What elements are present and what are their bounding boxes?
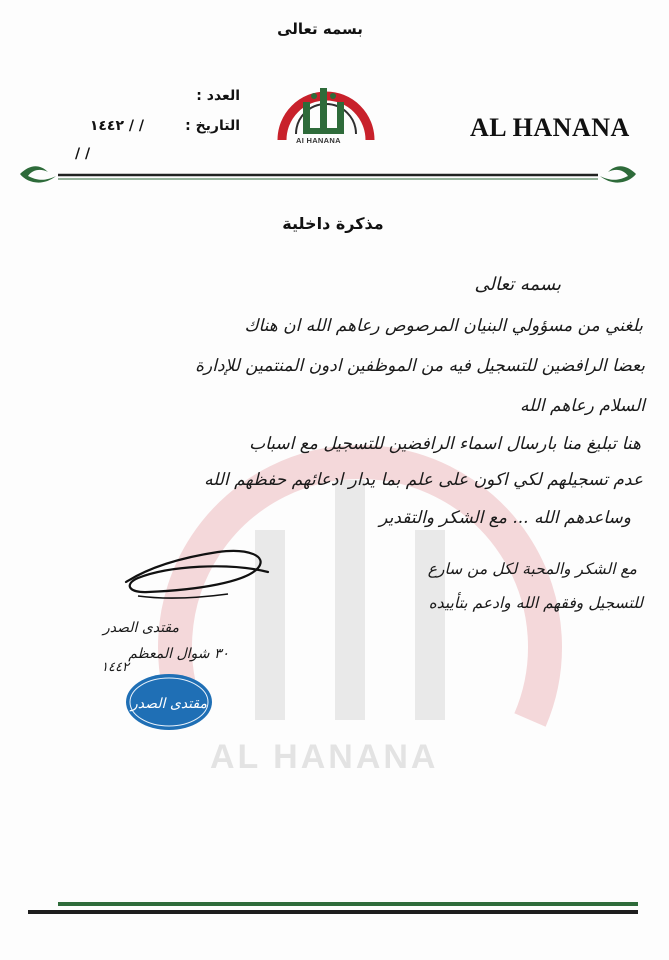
stamp-text: مقتدى الصدر (131, 696, 207, 712)
thanks-line: مع الشكر والمحبة لكل من سارع (427, 560, 637, 578)
date-label: التاريخ : (185, 118, 240, 134)
date-extra-slashes: / / (75, 146, 91, 162)
letter-line: بلغني من مسؤولي البنيان المرصوص رعاهم الله ان هناك (244, 316, 643, 336)
signature-date: ٣٠ شوال المعظم (128, 646, 229, 662)
letter-line: بعضا الرافضين للتسجيل فيه من الموظفين ادون المنتمين للإدارة (195, 356, 645, 376)
letter-line: السلام رعاهم الله (519, 396, 645, 416)
letter-line: هنا تبليغ منا بارسال اسماء الرافضين للتسجيل مع اسباب (249, 434, 641, 454)
official-stamp (124, 672, 214, 732)
letter-greeting: بسمه تعالى (474, 274, 561, 295)
memo-title: مذكرة داخلية (282, 214, 384, 233)
signature-year: ١٤٤٢ (101, 660, 129, 675)
footer-divider (28, 902, 638, 916)
letter-line: وساعدهم الله ... مع الشكر والتقدير (379, 508, 631, 528)
thanks-line: للتسجيل وفقهم الله وادعم بتأييده (428, 594, 643, 612)
date-value: / / ١٤٤٢ (89, 118, 144, 134)
logo-caption: AI HANANA (296, 136, 341, 145)
handwritten-signature (118, 538, 278, 608)
letter-line: عدم تسجيلهم لكي اكون على علم بما يدار ادعائهم حفظهم الله (204, 470, 643, 490)
watermark-brand-text: AL HANANA (210, 738, 439, 776)
basmala-heading: بسمه تعالى (277, 20, 363, 38)
brand-name: AL HANANA (470, 113, 630, 142)
number-label: العدد : (196, 88, 240, 104)
header-ornament-divider (18, 160, 638, 190)
signatory-name: مقتدى الصدر (103, 620, 179, 636)
